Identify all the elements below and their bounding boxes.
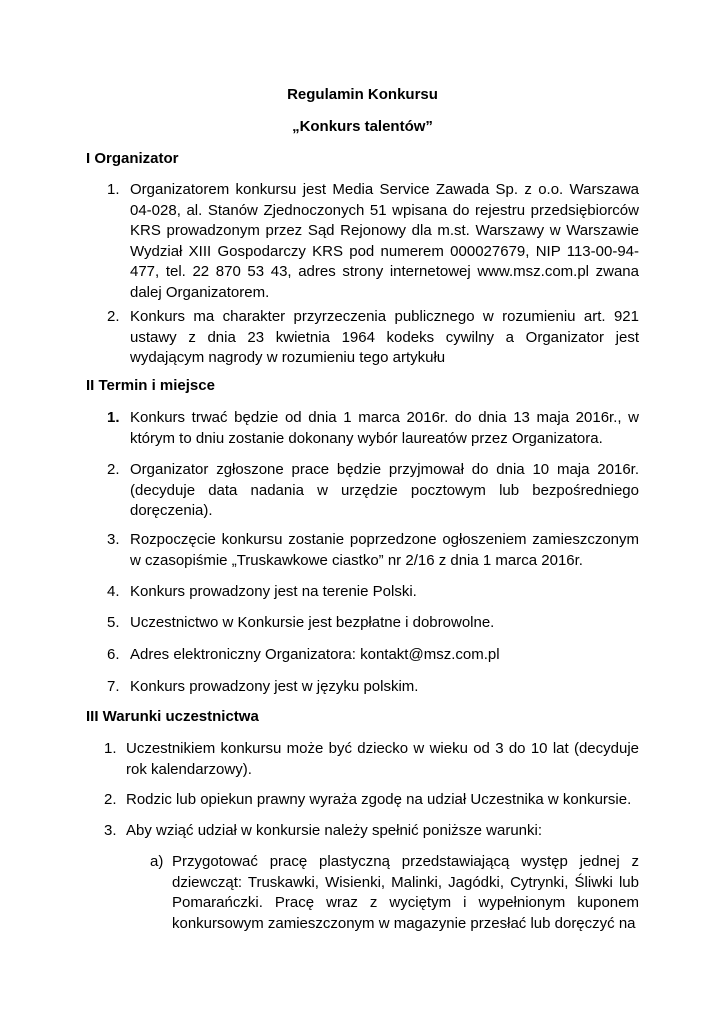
- list-item-text: Konkurs ma charakter przyrzeczenia publicznego w rozumieniu art. 921 ustawy z dnia 23 kwietnia 1964 kodeks cywilny a Organizator jest wydającym nagrody w rozumieniu tego artykułu: [130, 308, 639, 366]
- list-item-text: Konkurs prowadzony jest w języku polskim.: [130, 678, 419, 695]
- list-item-number: 3.: [107, 531, 120, 548]
- list-item-text: Organizator zgłoszone prace będzie przyjmował do dnia 10 maja 2016r. (decyduje data nadania w urzędzie pocztowym lub bezpośredniego doręczenia).: [130, 461, 639, 519]
- list-item-text: Uczestnikiem konkursu może być dziecko w wieku od 3 do 10 lat (decyduje rok kalendarzowy).: [126, 740, 639, 778]
- list-item: [107, 530, 639, 571]
- sub-list-item-text: Przygotować pracę plastyczną przedstawiającą występ jednej z dziewcząt: Truskawki, Wisienki, Malinki, Jagódki, Cytrynki, Śliwki lub Pomarańczki. Pracę wraz z wyciętym i wypełnionym kuponem konkursowym zamieszczonym w magazynie przesłać lub doręczyć na: [172, 853, 639, 932]
- list-item: [104, 821, 639, 842]
- list-item-text: Rozpoczęcie konkursu zostanie poprzedzone ogłoszeniem zamieszczonym w czasopiśmie „Truskawkowe ciastko” nr 2/16 z dnia 1 marca 2016r.: [130, 531, 639, 569]
- list-item-text: Aby wziąć udział w konkursie należy spełnić poniższe warunki:: [126, 822, 543, 839]
- list-item: [107, 677, 639, 698]
- list-item-text: Rodzic lub opiekun prawny wyraża zgodę na udział Uczestnika w konkursie.: [126, 791, 632, 808]
- list-item-number: 1.: [107, 409, 120, 426]
- list-item: [107, 582, 639, 603]
- list-item-text: Organizatorem konkursu jest Media Service Zawada Sp. z o.o. Warszawa 04-028, al. Stanów Zjednoczonych 51 wpisana do rejestru przedsiębiorców KRS prowadzonym przez Sąd Rejonowy dla m.st. Warszawy w Warszawie Wydział XIII Gospodarczy KRS pod numerem 000027679, NIP 113-00-94-477, tel. 22 870 53 43, adres strony internetowej www.msz.com.pl zwana dalej Organizatorem.: [130, 181, 639, 301]
- document-subtitle: „Konkurs talentów”: [292, 118, 433, 135]
- list-item-text: Konkurs prowadzony jest na terenie Polski.: [130, 583, 417, 600]
- list-item-number: 4.: [107, 583, 120, 600]
- list-item-text: Adres elektroniczny Organizatora: kontakt@msz.com.pl: [130, 646, 500, 663]
- document-title: Regulamin Konkursu: [287, 86, 438, 103]
- list-item-number: 2.: [107, 308, 120, 325]
- sub-list-item: [150, 852, 639, 934]
- section-heading-warunki: III Warunki uczestnictwa: [86, 708, 259, 725]
- list-item: [107, 408, 639, 449]
- list-item-number: 7.: [107, 678, 120, 695]
- list-item-number: 5.: [107, 614, 120, 631]
- list-item: [107, 180, 639, 303]
- section-heading-organizator: I Organizator: [86, 150, 179, 167]
- list-item: [107, 613, 639, 634]
- list-item-number: 3.: [104, 822, 117, 839]
- list-item: [104, 739, 639, 780]
- list-item-number: 2.: [107, 461, 120, 478]
- list-item: [107, 645, 639, 666]
- sub-list-item-letter: a): [150, 853, 164, 870]
- list-item-number: 2.: [104, 791, 117, 808]
- list-item-number: 1.: [107, 181, 120, 198]
- list-item-number: 1.: [104, 740, 117, 757]
- list-item-number: 6.: [107, 646, 120, 663]
- section-heading-termin: II Termin i miejsce: [86, 377, 215, 394]
- list-item-text: Uczestnictwo w Konkursie jest bezpłatne i dobrowolne.: [130, 614, 495, 631]
- list-item-text: Konkurs trwać będzie od dnia 1 marca 2016r. do dnia 13 maja 2016r., w którym to dniu zostanie dokonany wybór laureatów przez Organizatora.: [130, 409, 639, 447]
- list-item: [104, 790, 639, 811]
- list-item: [107, 460, 639, 522]
- list-item: [107, 307, 639, 369]
